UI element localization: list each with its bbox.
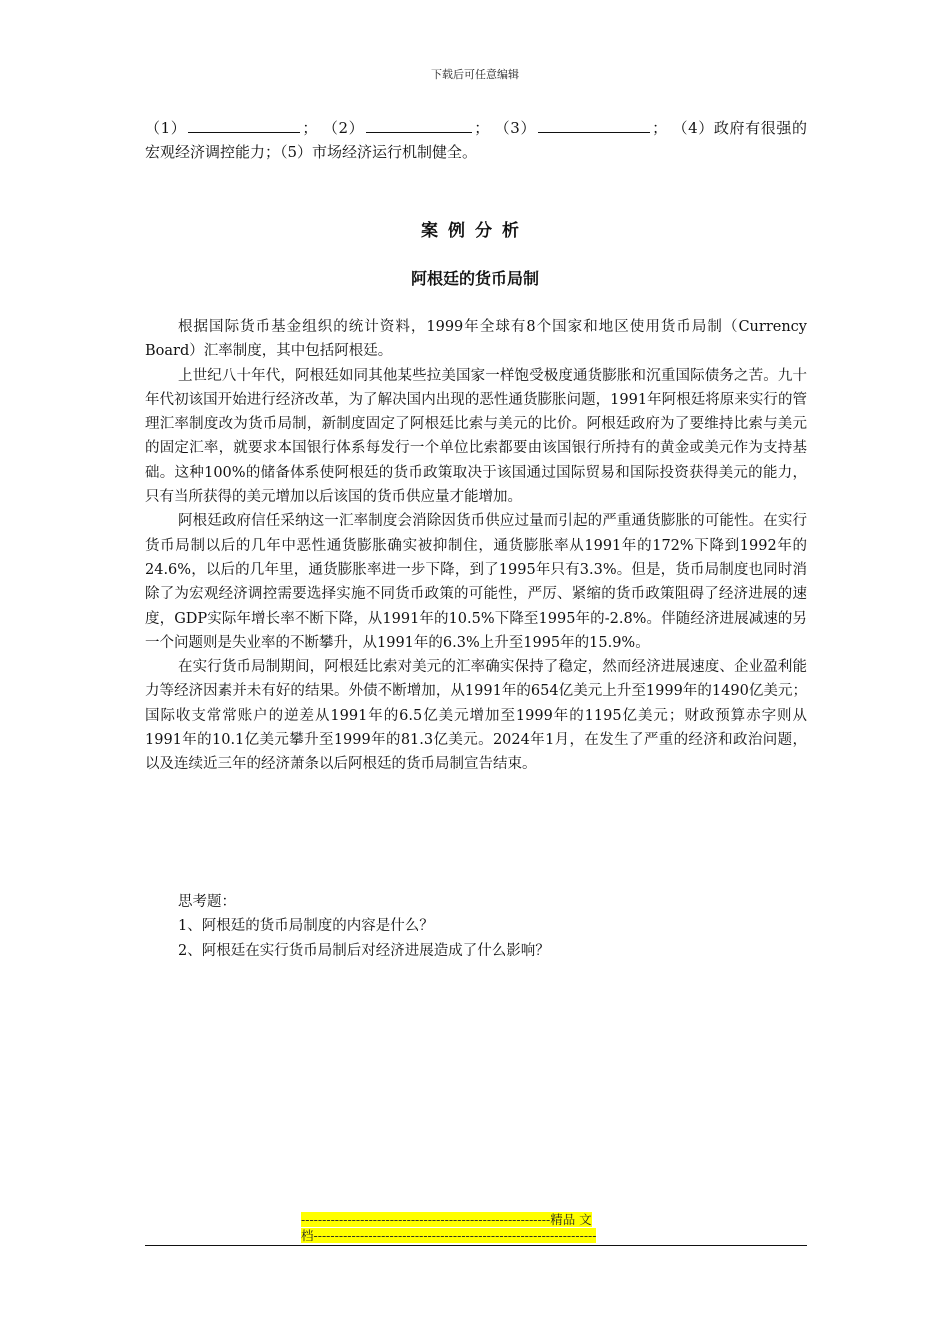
fill-in-blanks — [145, 116, 807, 164]
separator: ； — [652, 119, 668, 137]
questions-heading: 思考题： — [178, 894, 236, 910]
blank-field-3[interactable] — [538, 117, 650, 133]
separator: ； — [302, 119, 318, 137]
blank-item-4-text: （4）政府有很强的 — [672, 119, 807, 137]
footer-watermark — [301, 1212, 651, 1244]
fill-in-line — [145, 116, 807, 140]
blank-field-2[interactable] — [366, 117, 472, 133]
paragraph-4: 在实行货币局制期间，阿根廷比索对美元的汇率确实保持了稳定，然而经济进展速度、企业盈利能力等经济因素并未有好的结果。外债不断增加，从1991年的654亿美元上升至1999年的1490亿美元；国际收支常常账户的逆差从1991年的6.5亿美元增加至1999年的1195亿美元；财政预算赤字则从1991年的10.1亿美元攀升至1999年的81.3亿美元。2024年1月，在发生了严重的经济和政治问题，以及连续近三年的经济萧条以后阿根廷的货币局制宣告结束。 — [145, 659, 807, 773]
separator: ； — [474, 119, 490, 137]
footer-line-2: 档------------------------------------------------------------------- — [301, 1228, 597, 1243]
case-body — [145, 315, 807, 777]
blank-item-2-label: （2） — [322, 119, 365, 137]
questions-section — [145, 890, 807, 963]
blank-item-1-label: （1） — [145, 119, 187, 137]
blank-item-3-label: （3） — [494, 119, 537, 137]
blank-field-1[interactable] — [188, 117, 300, 133]
question-item-1: 1、阿根廷的货币局制度的内容是什么？ — [178, 918, 434, 935]
paragraph-3: 阿根廷政府信任采纳这一汇率制度会消除因货币供应过量而引起的严重通货膨胀的可能性。在实行货币局制以后的几年中恶性通货膨胀确实被抑制住，通货膨胀率从1991年的172%下降到1992年的24.6%，以后的几年里，通货膨胀率进一步下降，到了1995年只有3.3%。但是，货币局制度也同时消除了为宏观经济调控需要选择实施不同货币政策的可能性，严厉、紧缩的货币政策阻碍了经济进展的速度，GDP实际年增长率不断下降，从1991年的10.5%下降至1995年的-2.8%。伴随经济进展减速的另一个问题则是失业率的不断攀升，从1991年的6.3%上升至1995年的15.9%。 — [145, 513, 807, 651]
question-item-2: 2、阿根廷在实行货币局制后对经济进展造成了什么影响？ — [178, 942, 550, 959]
paragraph-1: 根据国际货币基金组织的统计资料，1999年全球有8个国家和地区使用货币局制（Currency Board）汇率制度，其中包括阿根廷。 — [145, 319, 807, 360]
page-header-note: 下载后可任意编辑 — [431, 68, 519, 81]
footer-divider — [145, 1245, 807, 1246]
footer-line-1: -----------------------------------------------------------精品 文 — [301, 1212, 592, 1227]
section-title: 案例分析 — [421, 221, 529, 241]
fill-in-continuation: 宏观经济调控能力；（5）市场经济运行机制健全。 — [145, 143, 478, 161]
case-title: 阿根廷的货币局制 — [410, 269, 539, 288]
paragraph-2: 上世纪八十年代，阿根廷如同其他某些拉美国家一样饱受极度通货膨胀和沉重国际债务之苦。九十年代初该国开始进行经济改革，为了解决国内出现的恶性通货膨胀问题，1991年阿根廷将原来实行的管理汇率制度改为货币局制，新制度固定了阿根廷比索与美元的比价。阿根廷政府为了要维持比索与美元的固定汇率，就要求本国银行体系每发行一个单位比索都要由该国银行所持有的黄金或美元作为支持基础。这种100%的储备体系使阿根廷的货币政策取决于该国通过国际贸易和国际投资获得美元的能力，只有当所获得的美元增加以后该国的货币供应量才能增加。 — [145, 367, 807, 506]
